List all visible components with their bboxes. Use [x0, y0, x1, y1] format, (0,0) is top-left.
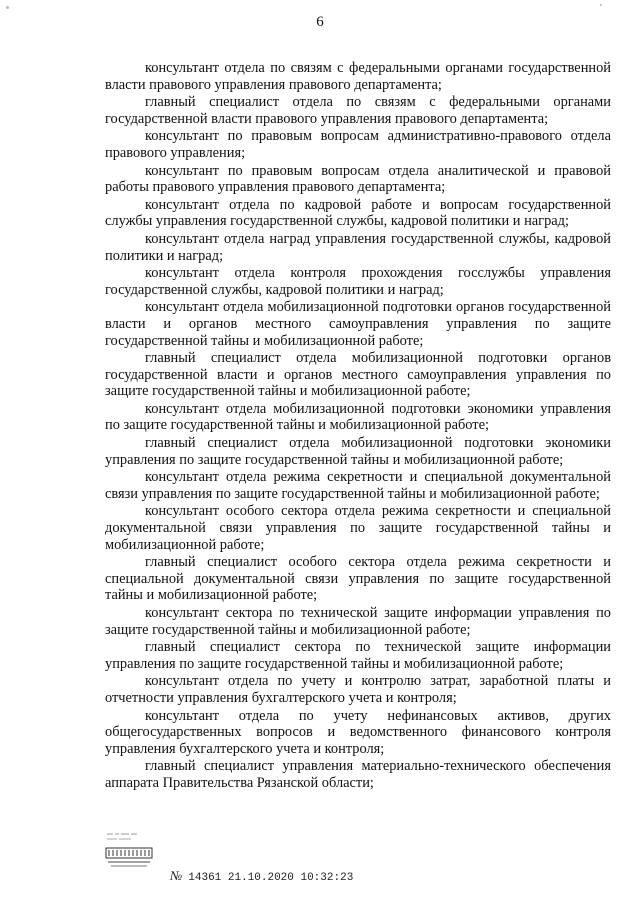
- list-item: консультант сектора по технической защите информации управления по защите государственной тайны и мобилизационной работе;: [105, 605, 611, 638]
- list-item: консультант отдела по связям с федеральными органами государственной власти правового управления правового департамента;: [105, 60, 611, 93]
- list-item: главный специалист отдела по связям с федеральными органами государственной власти правового управления правового департамента;: [105, 94, 611, 127]
- list-item: главный специалист отдела мобилизационной подготовки экономики управления по защите государственной тайны и мобилизационной работе;: [105, 435, 611, 468]
- document-registration-number: [170, 868, 353, 884]
- scan-speck: [6, 6, 9, 9]
- list-item: консультант отдела наград управления государственной службы, кадровой политики и наград;: [105, 230, 611, 264]
- list-item: консультант отдела мобилизационной подготовки экономики управления по защите государственной тайны и мобилизационной работе;: [105, 400, 611, 434]
- list-item: консультант отдела по учету и контролю затрат, заработной платы и отчетности управления бухгалтерского учета и контроля;: [105, 673, 611, 706]
- list-item: консультант отдела по учету нефинансовых активов, других общегосударственных вопросов и ведомственного финансового контроля управления бухгалтерского учета и контроля;: [105, 707, 611, 757]
- list-item: консультант по правовым вопросам административно-правового отдела правового управления;: [105, 128, 611, 161]
- list-item: консультант отдела мобилизационной подготовки органов государственной власти и органов местного самоуправления управления по защите государственной тайны и мобилизационной работе;: [105, 299, 611, 349]
- scan-speck: [600, 4, 602, 6]
- list-item: консультант отдела режима секретности и специальной документальной связи управления по защите государственной тайны и мобилизационной работе;: [105, 469, 611, 502]
- number-sign: №: [170, 868, 183, 883]
- registration-stamp-icon: [103, 828, 155, 872]
- list-item: главный специалист сектора по технической защите информации управления по защите государственной тайны и мобилизационной работе;: [105, 639, 611, 672]
- list-item: консультант отдела по кадровой работе и вопросам государственной службы управления государственной службы, кадровой политики и наград;: [105, 196, 611, 230]
- list-item: консультант по правовым вопросам отдела аналитической и правовой работы правового управления правового департамента;: [105, 162, 611, 196]
- list-item: главный специалист отдела мобилизационной подготовки органов государственной власти и органов местного самоуправления управления по защите государственной тайны и мобилизационной работе;: [105, 350, 611, 400]
- document-body: [105, 60, 611, 793]
- list-item: главный специалист управления материально-технического обеспечения аппарата Правительства Рязанской области;: [105, 758, 611, 791]
- registration-code: 14361 21.10.2020 10:32:23: [188, 872, 354, 884]
- list-item: главный специалист особого сектора отдела режима секретности и специальной документальной связи управления по защите государственной тайны и мобилизационной работе;: [105, 554, 611, 604]
- list-item: консультант особого сектора отдела режима секретности и специальной документальной связи управления по защите государственной тайны и мобилизационной работе;: [105, 503, 611, 553]
- list-item: консультант отдела контроля прохождения госслужбы управления государственной службы, кадровой политики и наград;: [105, 265, 611, 298]
- page-number: 6: [316, 14, 324, 30]
